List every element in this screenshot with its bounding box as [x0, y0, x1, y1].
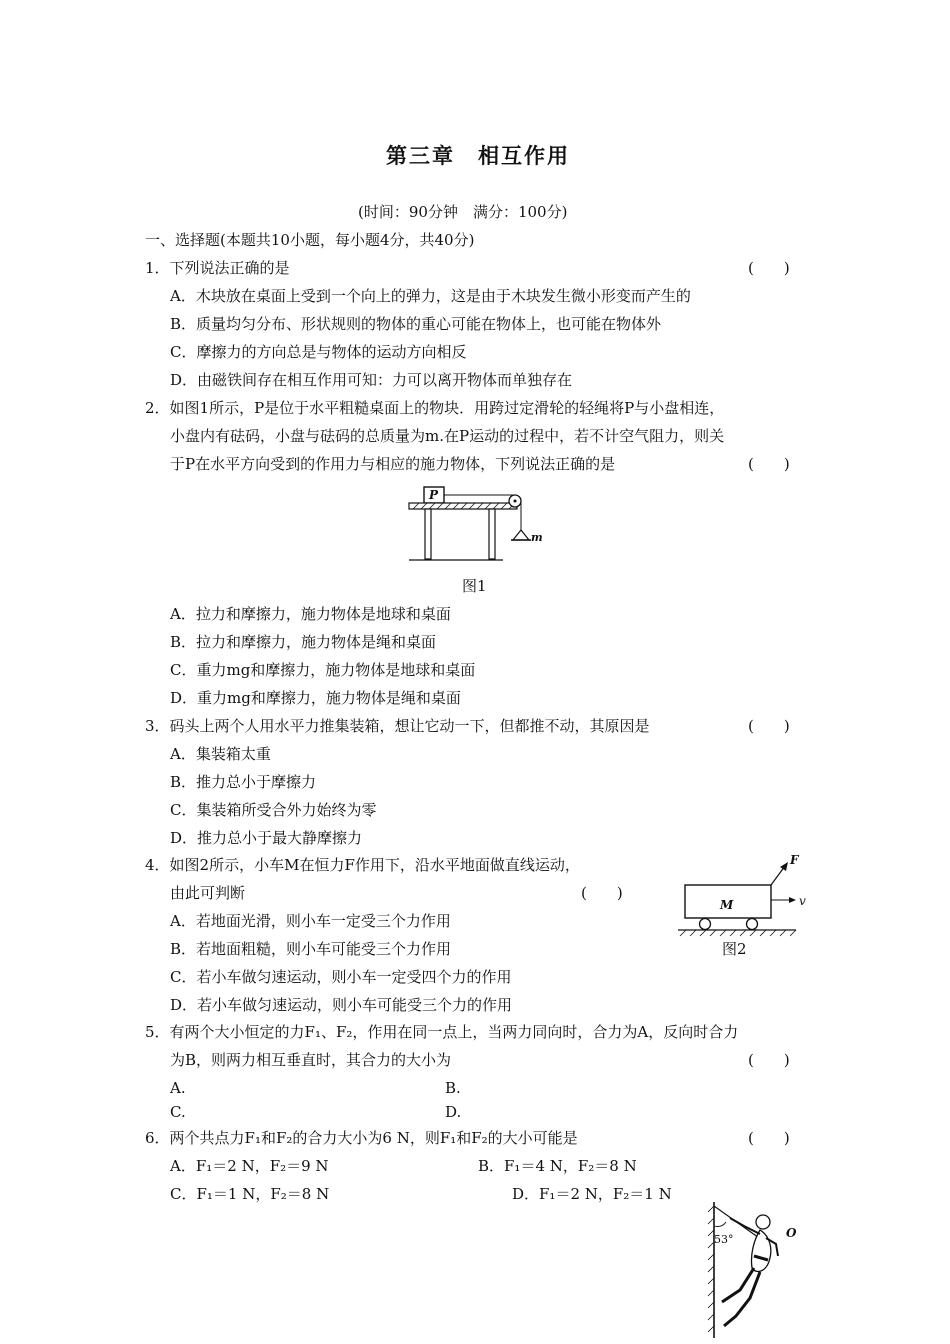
q6-option-c: C．F₁＝1 N，F₂＝8 N — [170, 1185, 330, 1203]
q4-option-a: A．若地面光滑，则小车一定受三个力作用 — [170, 912, 451, 930]
figure-1-caption: 图1 — [462, 577, 487, 595]
figure-1-label-m: m — [531, 531, 543, 544]
figure-3-label-o: O — [786, 1226, 797, 1240]
q6-option-d: D．F₁＝2 N，F₂＝1 N — [512, 1185, 672, 1203]
figure-2-label-f: F — [790, 853, 799, 867]
q2-option-d: D．重力mg和摩擦力，施力物体是绳和桌面 — [170, 689, 461, 707]
figure-3-angle-label: 53° — [714, 1233, 734, 1246]
q2-option-b: B．拉力和摩擦力，施力物体是绳和桌面 — [170, 633, 437, 651]
q5-line-1: 5．有两个大小恒定的力F₁、F₂，作用在同一点上，当两力同向时，合力为A，反向时合力 — [145, 1023, 739, 1041]
figure-2-caption: 图2 — [722, 940, 747, 958]
q6-option-a: A．F₁＝2 N，F₂＝9 N — [170, 1157, 329, 1175]
q6-option-b: B．F₁＝4 N，F₂＝8 N — [478, 1157, 637, 1175]
q2-line-3: 于P在水平方向受到的作用力与相应的施力物体，下列说法正确的是 — [170, 455, 616, 473]
q1-option-a: A．木块放在桌面上受到一个向上的弹力，这是由于木块发生微小形变而产生的 — [170, 287, 691, 305]
q2-option-c: C．重力mg和摩擦力，施力物体是地球和桌面 — [170, 661, 476, 679]
q5-option-b: B. — [445, 1079, 461, 1097]
q4-answer-paren: ( ) — [581, 884, 623, 902]
q2-answer-paren: ( ) — [748, 455, 790, 473]
q6-answer-paren: ( ) — [748, 1129, 790, 1147]
q3-option-d: D．推力总小于最大静摩擦力 — [170, 829, 363, 847]
q4-line-1: 4．如图2所示，小车M在恒力F作用下，沿水平地面做直线运动， — [145, 856, 580, 874]
q4-option-d: D．若小车做匀速运动，则小车可能受三个力的作用 — [170, 996, 513, 1014]
q1-answer-paren: ( ) — [748, 259, 790, 277]
q5-line-2: 为B，则两力相互垂直时，其合力的大小为 — [170, 1051, 452, 1069]
figure-2-label-v: v — [799, 894, 806, 908]
figure-1-table-pulley — [405, 484, 545, 566]
q5-answer-paren: ( ) — [748, 1051, 790, 1069]
section-heading: 一、选择题(本题共10小题，每小题4分，共40分) — [145, 231, 475, 249]
q2-line-2: 小盘内有砝码，小盘与砝码的总质量为m.在P运动的过程中，若不计空气阻力，则关 — [170, 427, 725, 445]
figure-2-label-m: M — [720, 898, 734, 912]
q5-option-a: A. — [170, 1079, 186, 1097]
q1-option-c: C．摩擦力的方向总是与物体的运动方向相反 — [170, 343, 467, 361]
q3-option-b: B．推力总小于摩擦力 — [170, 773, 317, 791]
figure-1-label-p: P — [429, 488, 439, 502]
q5-option-d: D. — [445, 1103, 462, 1121]
q3-answer-paren: ( ) — [748, 717, 790, 735]
page-title: 第三章 相互作用 — [386, 143, 570, 168]
q4-line-2: 由此可判断 — [170, 884, 246, 902]
q2-option-a: A．拉力和摩擦力，施力物体是地球和桌面 — [170, 605, 451, 623]
q3-option-a: A．集装箱太重 — [170, 745, 271, 763]
figure-3-climber — [700, 1198, 810, 1340]
q6-stem: 6．两个共点力F₁和F₂的合力大小为6 N，则F₁和F₂的大小可能是 — [145, 1129, 578, 1147]
q4-option-c: C．若小车做匀速运动，则小车一定受四个力的作用 — [170, 968, 512, 986]
q1-stem: 1．下列说法正确的是 — [145, 259, 290, 277]
q2-line-1: 2．如图1所示，P是位于水平粗糙桌面上的物块．用跨过定滑轮的轻绳将P与小盘相连， — [145, 399, 725, 417]
q1-option-b: B．质量均匀分布、形状规则的物体的重心可能在物体上，也可能在物体外 — [170, 315, 662, 333]
q1-option-d: D．由磁铁间存在相互作用可知：力可以离开物体而单独存在 — [170, 371, 573, 389]
time-info: (时间：90分钟 满分：100分) — [358, 203, 568, 221]
q3-option-c: C．集装箱所受合外力始终为零 — [170, 801, 377, 819]
q4-option-b: B．若地面粗糙，则小车可能受三个力作用 — [170, 940, 452, 958]
q3-stem: 3．码头上两个人用水平力推集装箱，想让它动一下，但都推不动，其原因是 — [145, 717, 650, 735]
q5-option-c: C. — [170, 1103, 186, 1121]
